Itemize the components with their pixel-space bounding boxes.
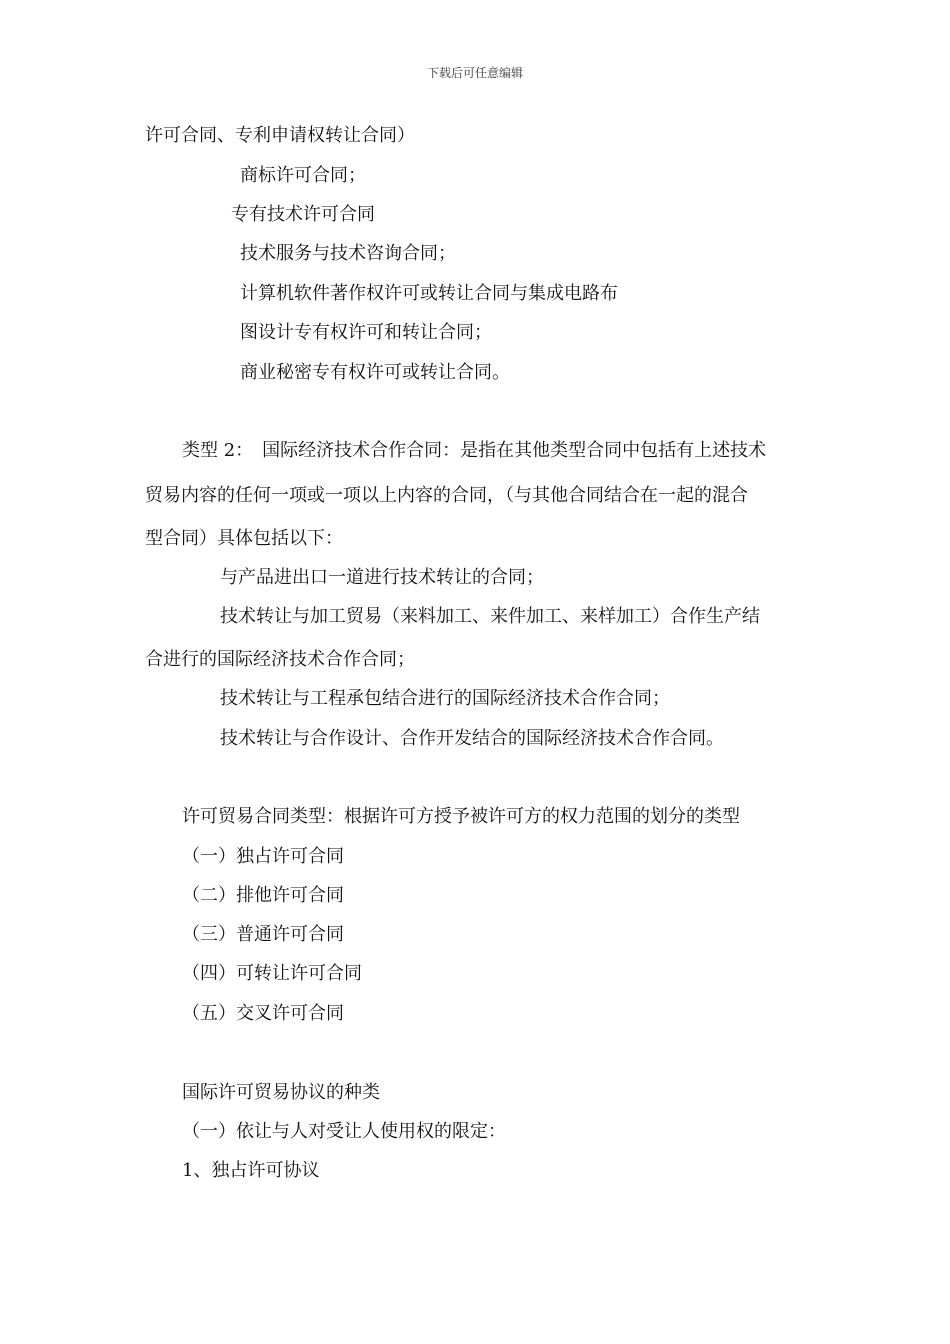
text-line: 合进行的国际经济技术合作合同； <box>145 649 415 670</box>
list-item: （五）交叉许可合同 <box>182 1003 344 1024</box>
text-line: 技术服务与技术咨询合同； <box>240 243 456 264</box>
text-line: 许可贸易合同类型：根据许可方授予被许可方的权力范围的划分的类型 <box>182 806 740 827</box>
text-line: （一）依让与人对受让人使用权的限定： <box>182 1121 506 1142</box>
text-line: 技术转让与工程承包结合进行的国际经济技术合作合同； <box>220 688 670 709</box>
text-line: 贸易内容的任何一项或一项以上内容的合同，（与其他合同结合在一起的混合 <box>145 485 748 506</box>
text-line: 类型 2： 国际经济技术合作合同：是指在其他类型合同中包括有上述技术 <box>182 440 767 461</box>
section-heading: 国际许可贸易协议的种类 <box>182 1082 380 1103</box>
text-line: 商标许可合同； <box>240 165 366 186</box>
list-item: （四）可转让许可合同 <box>182 963 362 984</box>
list-item: （三）普通许可合同 <box>182 924 344 945</box>
text-line: 计算机软件著作权许可或转让合同与集成电路布 <box>240 283 618 304</box>
list-item: （一）独占许可合同 <box>182 846 344 867</box>
list-item: （二）排他许可合同 <box>182 885 344 906</box>
page-header: 下载后可任意编辑 <box>426 66 523 80</box>
text-line: 商业秘密专有权许可或转让合同。 <box>240 362 510 383</box>
text-line: 技术转让与加工贸易（来料加工、来件加工、来样加工）合作生产结 <box>220 606 760 627</box>
text-line: 1、独占许可协议 <box>182 1160 320 1181</box>
text-line: 与产品进出口一道进行技术转让的合同； <box>220 567 544 588</box>
text-line: 许可合同、专利申请权转让合同） <box>145 125 415 146</box>
text-line: 型合同）具体包括以下： <box>145 528 343 549</box>
text-line: 技术转让与合作设计、合作开发结合的国际经济技术合作合同。 <box>220 728 724 749</box>
text-line: 图设计专有权许可和转让合同； <box>240 322 492 343</box>
text-line: 专有技术许可合同 <box>231 204 375 225</box>
